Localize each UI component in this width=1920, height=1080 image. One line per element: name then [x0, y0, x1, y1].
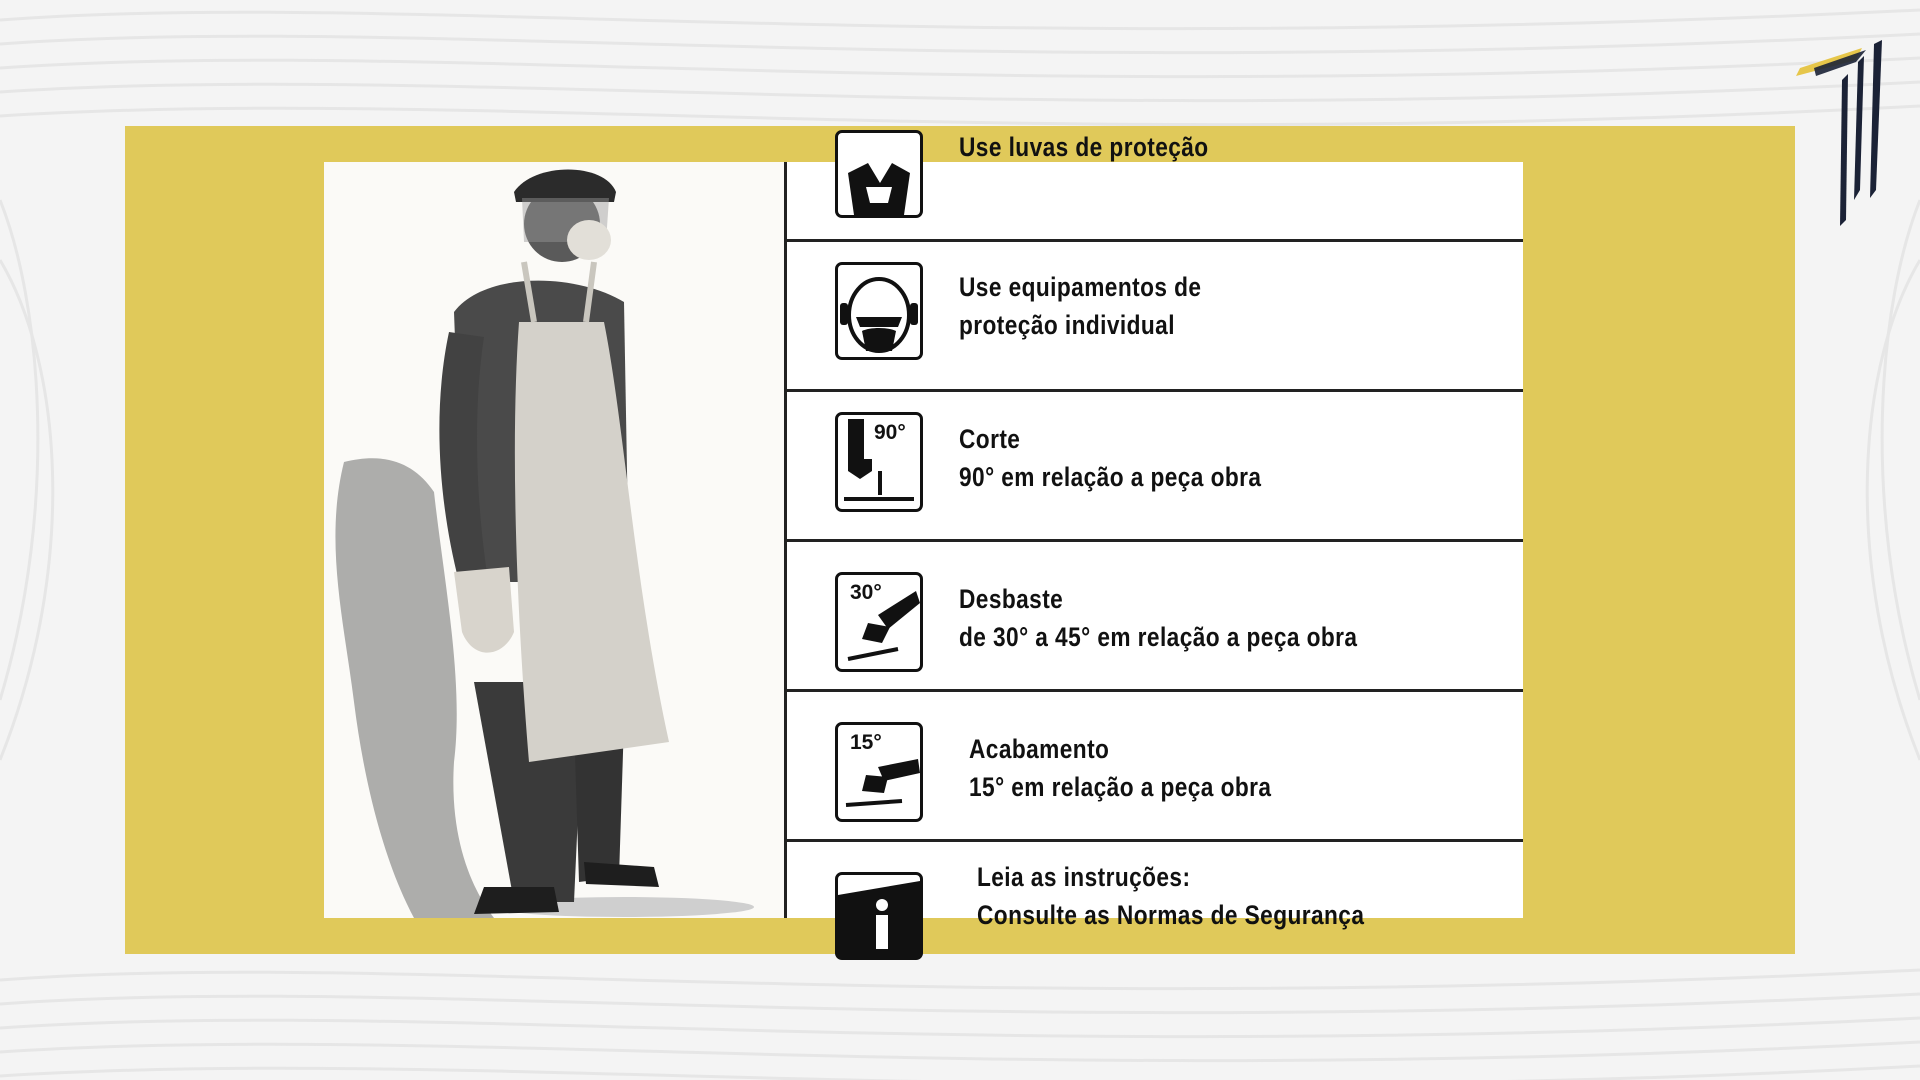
grind-30-icon — [835, 572, 923, 672]
instruction-row-cut — [787, 392, 1523, 542]
angle-badge: 90° — [874, 421, 906, 444]
instruction-row-finish — [787, 692, 1523, 842]
finish-15-icon — [835, 722, 923, 822]
gloves-icon — [835, 130, 923, 218]
instruction-text: Acabamento 15° em relação a peça obra — [969, 734, 1272, 802]
angle-badge: 30° — [850, 581, 882, 604]
angle-badge: 15° — [850, 731, 882, 754]
instruction-text: Leia as instruções: Consulte as Normas de Segurança — [977, 862, 1365, 930]
worker-photo — [324, 162, 784, 918]
cut-90-icon — [835, 412, 923, 512]
instruction-text: Use luvas de proteção — [959, 132, 1209, 162]
brand-logo-icon — [1796, 40, 1886, 230]
instruction-text: Corte 90° em relação a peça obra — [959, 424, 1262, 492]
safety-poster — [324, 132, 1523, 930]
instruction-text: Use equipamentos de proteção individual — [959, 272, 1202, 340]
instruction-row-read — [787, 842, 1523, 992]
worker-in-protective-apron-icon — [324, 162, 784, 918]
instruction-text: Desbaste de 30° a 45° em relação a peça obra — [959, 584, 1358, 652]
instruction-row-gloves — [787, 120, 1523, 242]
info-icon — [835, 872, 923, 960]
instructions-list — [787, 132, 1523, 930]
face-protection-icon — [835, 262, 923, 360]
instruction-row-ppe — [787, 242, 1523, 392]
instruction-row-grind — [787, 542, 1523, 692]
